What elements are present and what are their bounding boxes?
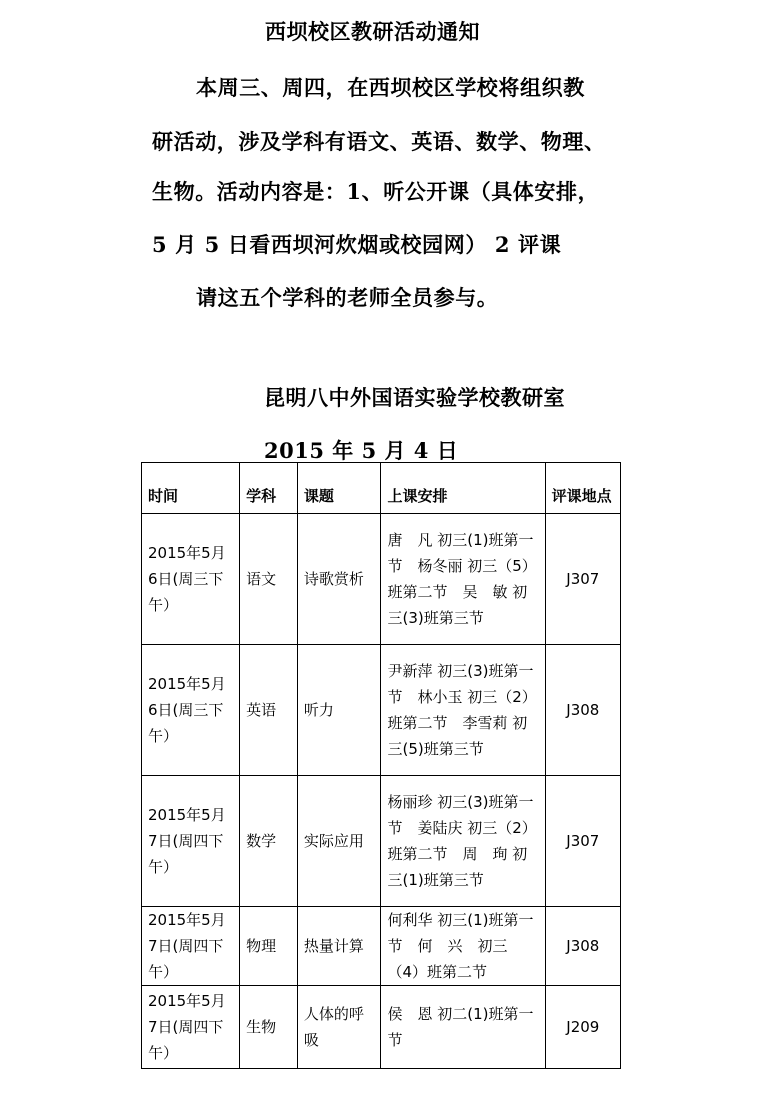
cell-room: J308 [545,907,620,986]
cell-arrangement: 尹新萍 初三(3)班第一节 林小玉 初三（2）班第二节 李雪莉 初三(5)班第三节 [381,645,545,776]
table-header-row [142,463,621,514]
header-time: 时间 [142,463,240,514]
body-line-4: 5 月 5 日看西坝河炊烟或校园网） 2 评课 [152,232,562,257]
cell-topic: 热量计算 [297,907,381,986]
header-room: 评课地点 [545,463,620,514]
table-row [142,645,621,776]
cell-arrangement: 何利华 初三(1)班第一节 何 兴 初三（4）班第二节 [381,907,545,986]
body-line-1: 本周三、周四，在西坝校区学校将组织教 [196,75,585,100]
cell-subject: 语文 [240,514,298,645]
table-row [142,514,621,645]
cell-topic: 听力 [297,645,381,776]
cell-subject: 物理 [240,907,298,986]
cell-time: 2015年5月6日(周三下午） [142,645,240,776]
table-row [142,776,621,907]
cell-arrangement: 杨丽珍 初三(3)班第一节 姜陆庆 初三（2）班第二节 周 珣 初三(1)班第三节 [381,776,545,907]
cell-topic: 实际应用 [297,776,381,907]
body-line-3: 生物。活动内容是：1、听公开课（具体安排， [152,179,600,204]
cell-room: J209 [545,986,620,1069]
cell-subject: 生物 [240,986,298,1069]
cell-subject: 英语 [240,645,298,776]
header-arrangement: 上课安排 [381,463,545,514]
table-row [142,907,621,986]
cell-arrangement: 唐 凡 初三(1)班第一节 杨冬丽 初三（5）班第二节 吴 敏 初三(3)班第三节 [381,514,545,645]
cell-time: 2015年5月7日(周四下午） [142,986,240,1069]
cell-topic: 诗歌赏析 [297,514,381,645]
cell-room: J307 [545,514,620,645]
signature-org: 昆明八中外国语实验学校教研室 [264,385,565,410]
cell-time: 2015年5月7日(周四下午） [142,907,240,986]
cell-topic: 人体的呼吸 [297,986,381,1069]
signature-date: 2015 年 5 月 4 日 [264,438,459,463]
table-row [142,986,621,1069]
cell-subject: 数学 [240,776,298,907]
notice-title: 西坝校区教研活动通知 [265,19,480,44]
cell-arrangement: 侯 恩 初二(1)班第一节 [381,986,545,1069]
body-line-2: 研活动，涉及学科有语文、英语、数学、物理、 [152,129,606,154]
header-subject: 学科 [240,463,298,514]
cell-time: 2015年5月7日(周四下午） [142,776,240,907]
body-line-5: 请这五个学科的老师全员参与。 [196,285,499,310]
cell-room: J308 [545,645,620,776]
schedule-table [141,462,621,1069]
cell-room: J307 [545,776,620,907]
header-topic: 课题 [297,463,381,514]
cell-time: 2015年5月6日(周三下午） [142,514,240,645]
